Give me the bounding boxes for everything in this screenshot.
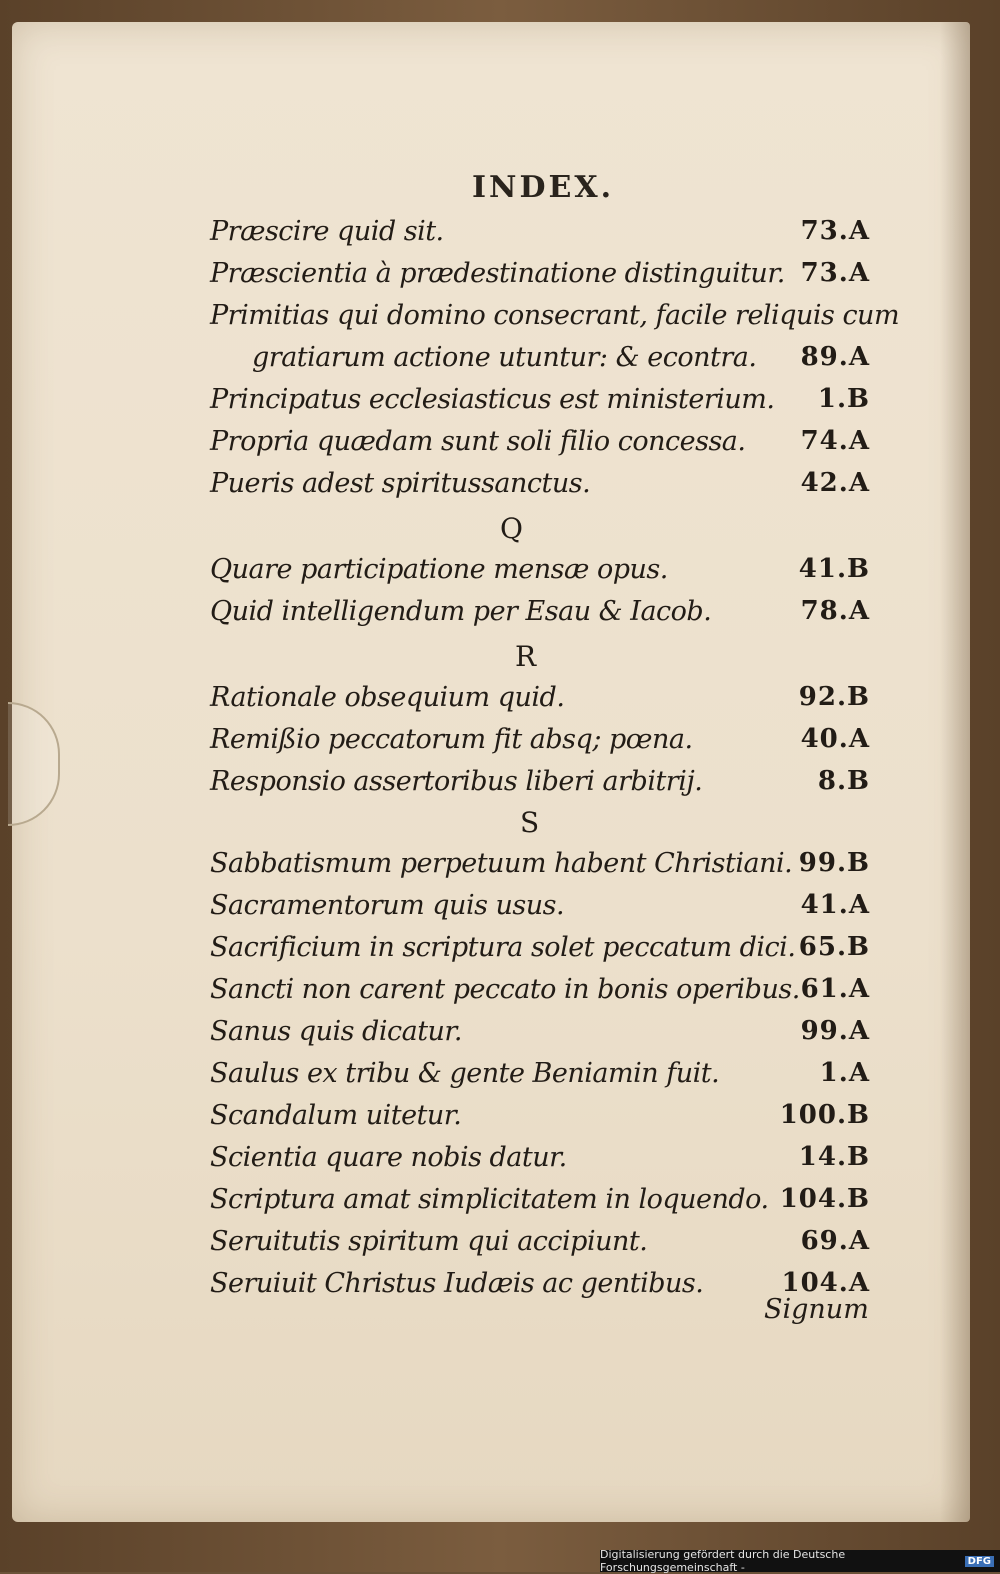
entry-ref: 41.A (800, 890, 870, 920)
index-entry (210, 596, 870, 636)
digitization-footer (600, 1550, 1000, 1572)
index-entry (210, 216, 870, 256)
index-entry (210, 1142, 870, 1182)
index-entry (210, 890, 870, 930)
section-letter-q: Q (500, 512, 523, 545)
index-entry (210, 848, 870, 888)
entry-ref: 1.B (817, 384, 870, 414)
entry-ref: 1.A (819, 1058, 870, 1088)
index-entry (210, 1100, 870, 1140)
index-entry (210, 724, 870, 764)
entry-ref: 40.A (800, 724, 870, 754)
index-entry (210, 974, 870, 1014)
entry-ref: 42.A (800, 468, 870, 498)
entry-term: Sabbatismum perpetuum habent Christiani. (210, 848, 793, 879)
index-entry (210, 682, 870, 722)
entry-term: Quare participatione mensæ opus. (210, 554, 668, 585)
entry-ref: 41.B (798, 554, 870, 584)
entry-term: Sancti non carent peccato in bonis operibus. (210, 974, 800, 1005)
book-page (12, 22, 970, 1522)
index-entry (210, 384, 870, 424)
index-entry (210, 554, 870, 594)
entry-term: Principatus ecclesiasticus est ministerium. (210, 384, 775, 415)
entry-ref: 73.A (800, 258, 870, 288)
section-letter-s: S (520, 806, 540, 839)
index-entry (210, 300, 900, 340)
entry-ref: 69.A (800, 1226, 870, 1256)
entry-ref: 104.A (781, 1268, 870, 1298)
entry-term: Propria quædam sunt soli filio concessa. (210, 426, 746, 457)
entry-term: Sacrificium in scriptura solet peccatum dici. (210, 932, 796, 963)
entry-ref: 14.B (798, 1142, 870, 1172)
index-entry (210, 1226, 870, 1266)
index-entry (210, 426, 870, 466)
entry-ref: 8.B (817, 766, 870, 796)
index-entry (210, 468, 870, 508)
entry-term: Remißio peccatorum fit absq; pœna. (210, 724, 693, 755)
entry-ref: 99.A (800, 1016, 870, 1046)
entry-term: Rationale obsequium quid. (210, 682, 565, 713)
entry-term: Saulus ex tribu & gente Beniamin fuit. (210, 1058, 720, 1089)
entry-term: Scientia quare nobis datur. (210, 1142, 567, 1173)
entry-term: gratiarum actione utuntur: & econtra. (252, 342, 757, 373)
entry-term: Præscire quid sit. (210, 216, 444, 247)
index-entry (210, 1058, 870, 1098)
index-entry (210, 932, 870, 972)
entry-term: Seruitutis spiritum qui accipiunt. (210, 1226, 648, 1257)
entry-term: Pueris adest spiritussanctus. (210, 468, 591, 499)
catchword: Signum (764, 1294, 869, 1325)
entry-ref: 61.A (800, 974, 870, 1004)
index-entry (210, 258, 870, 298)
running-head: INDEX. (472, 170, 615, 205)
entry-ref: 65.B (798, 932, 870, 962)
entry-ref: 74.A (800, 426, 870, 456)
entry-term: Scriptura amat simplicitatem in loquendo. (210, 1184, 769, 1215)
entry-ref: 89.A (800, 342, 870, 372)
entry-term: Præscientia à prædestinatione distinguitur. (210, 258, 785, 289)
entry-term: Responsio assertoribus liberi arbitrij. (210, 766, 703, 797)
index-entry (210, 766, 870, 806)
entry-ref: 73.A (800, 216, 870, 246)
footer-text: Digitalisierung gefördert durch die Deutsche Forschungsgemeinschaft - (600, 1548, 846, 1574)
entry-ref: 104.B (779, 1184, 870, 1214)
entry-ref: 100.B (779, 1100, 870, 1130)
dfg-logo: DFG (965, 1556, 994, 1567)
entry-term: Sacramentorum quis usus. (210, 890, 565, 921)
entry-term: Quid intelligendum per Esau & Iacob. (210, 596, 712, 627)
entry-term: Primitias qui domino consecrant, facile reliquis cum (210, 300, 900, 331)
index-entry (210, 1016, 870, 1056)
section-letter-r: R (515, 640, 537, 673)
index-entry (210, 1184, 870, 1224)
entry-term: Seruiuit Christus Iudæis ac gentibus. (210, 1268, 704, 1299)
entry-ref: 99.B (798, 848, 870, 878)
entry-ref: 78.A (800, 596, 870, 626)
index-entry (210, 342, 870, 382)
entry-term: Scandalum uitetur. (210, 1100, 462, 1131)
entry-term: Sanus quis dicatur. (210, 1016, 462, 1047)
entry-ref: 92.B (798, 682, 870, 712)
